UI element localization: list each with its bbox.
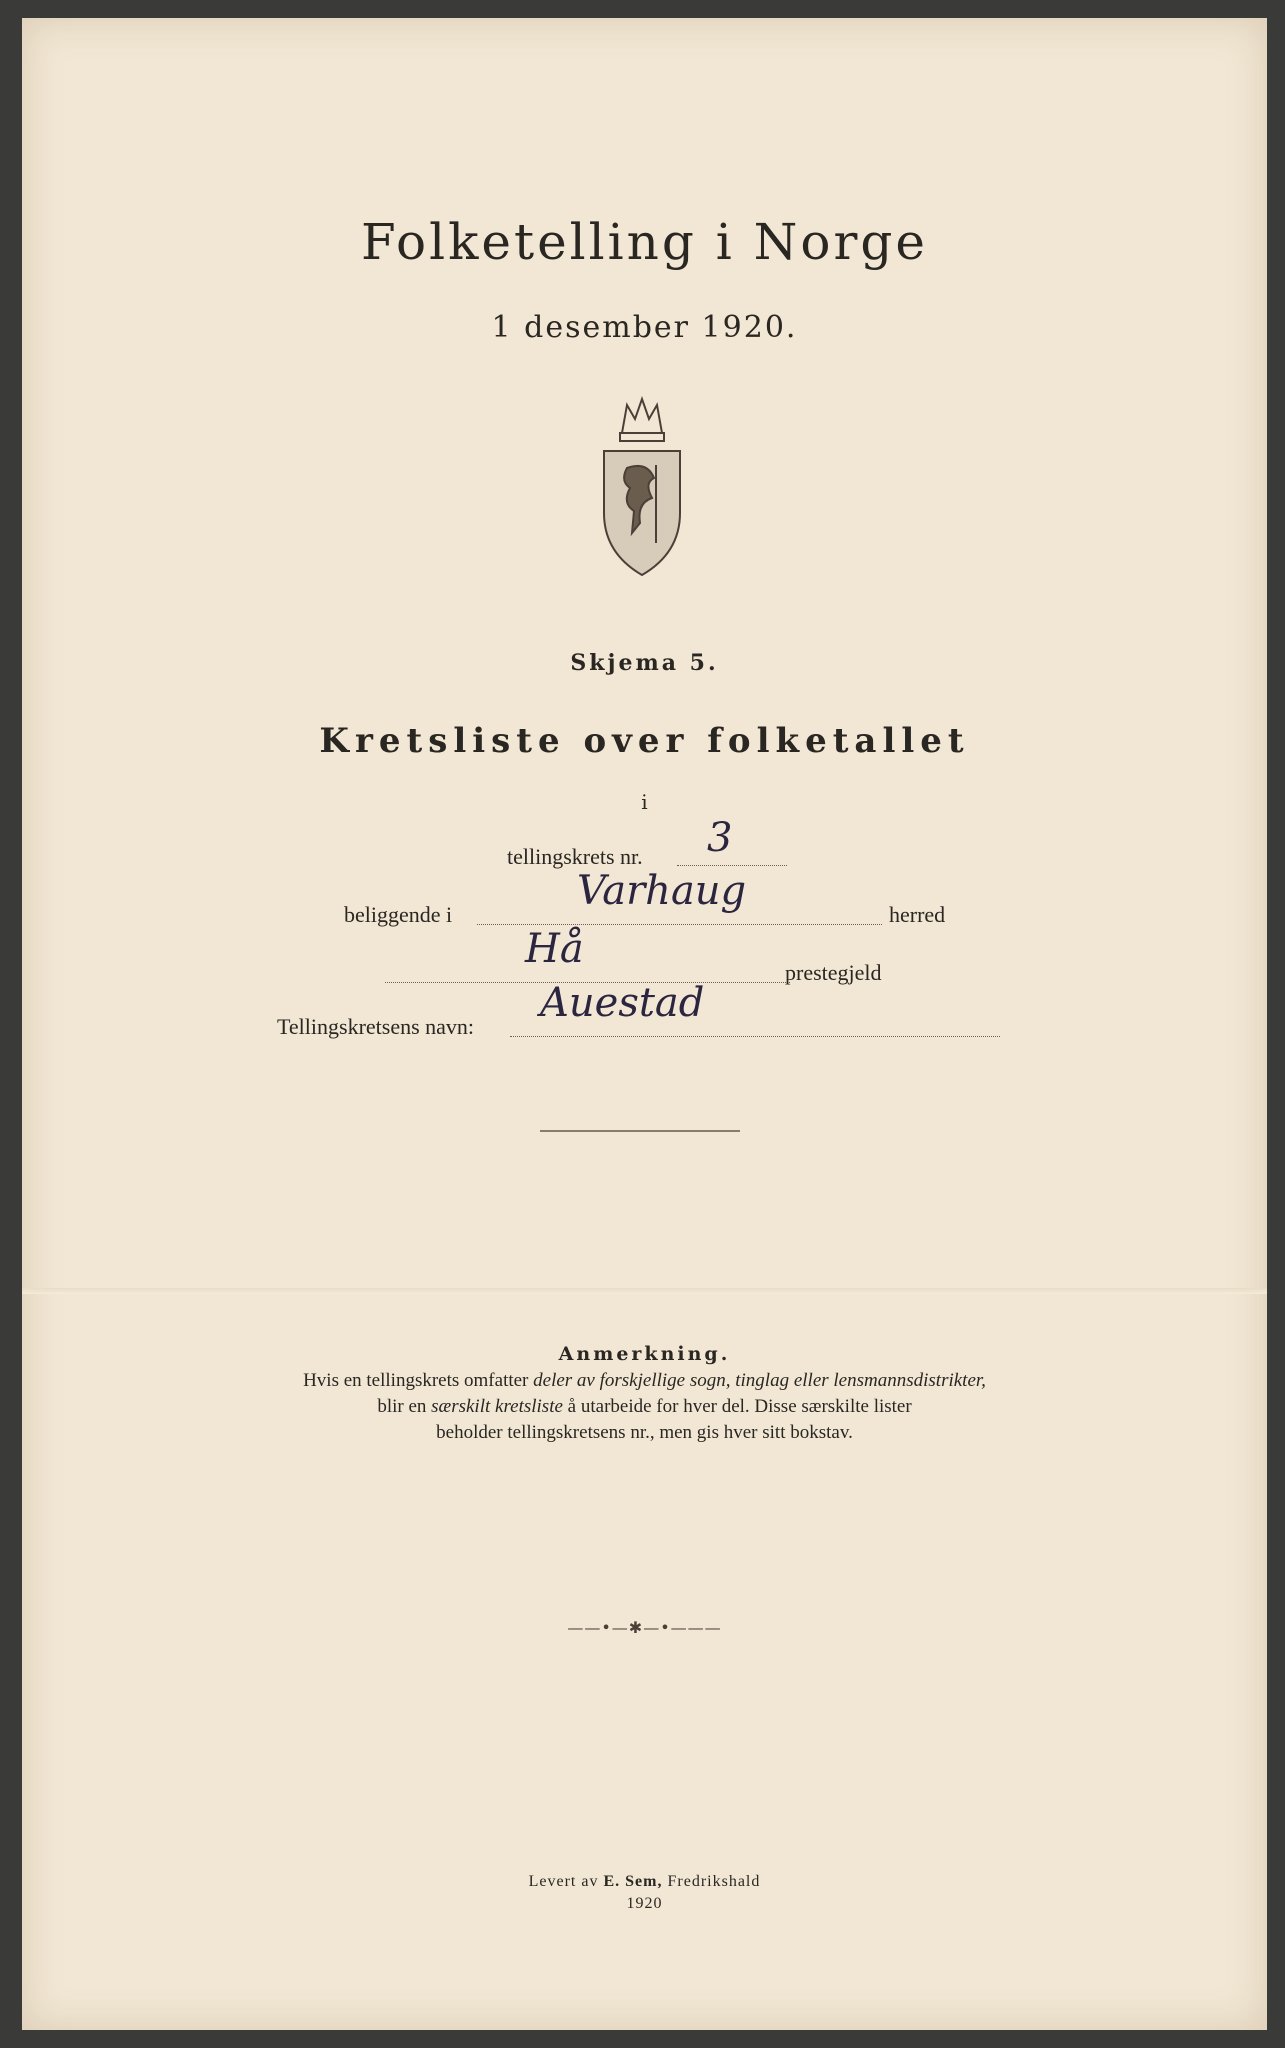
note-title: Anmerkning.: [558, 1343, 731, 1365]
printer-imprint: [22, 1871, 1267, 1915]
census-form-page: [22, 18, 1267, 2030]
ornament-divider: ——•—✱—•———: [567, 1618, 722, 1637]
schema-number: Skjema 5.: [570, 650, 719, 676]
printer-city: Fredrikshald: [662, 1873, 761, 1890]
census-date: 1 desember 1920.: [491, 310, 798, 345]
herred-label: herred: [889, 902, 946, 927]
prestegjeld-label: prestegjeld: [785, 960, 882, 985]
krets-number-value: 3: [707, 815, 733, 861]
page-title: Folketelling i Norge: [361, 213, 928, 271]
printer-year: 1920: [626, 1895, 663, 1912]
printer-prefix: Levert av: [528, 1873, 604, 1890]
note-line-3: beholder tellingskretsens nr., men gis hver sitt bokstav.: [436, 1422, 853, 1443]
note-text: Hvis en tellingskrets omfatter: [303, 1370, 534, 1391]
krets-name-value: Auestad: [540, 980, 705, 1026]
connector-text: i: [641, 790, 648, 814]
printer-line: [22, 1871, 1267, 1893]
prestegjeld-field[interactable]: [385, 926, 790, 983]
norwegian-coat-of-arms-icon: [592, 393, 692, 583]
beliggende-value: Varhaug: [577, 868, 747, 914]
krets-number-label: tellingskrets nr.: [507, 844, 643, 869]
divider-rule: [540, 1130, 740, 1132]
krets-name-label: Tellingskretsens navn:: [277, 1014, 475, 1039]
note-line-2: [22, 1394, 1267, 1420]
note-text: blir en: [377, 1396, 432, 1417]
beliggende-label: beliggende i: [344, 902, 453, 927]
prestegjeld-value: Hå: [525, 926, 584, 972]
krets-name-field[interactable]: [510, 980, 1000, 1037]
beliggende-field[interactable]: [477, 868, 882, 925]
printer-name: E. Sem,: [603, 1873, 663, 1890]
note-text: å utarbeide for hver del. Disse særskilte lister: [562, 1396, 912, 1417]
note-line-1: [22, 1368, 1267, 1394]
note-italic-text: særskilt kretsliste: [431, 1396, 563, 1417]
note-italic-text: deler av forskjellige sogn, tinglag eller lensmannsdistrikter,: [533, 1370, 986, 1391]
form-heading: Kretsliste over folketallet: [319, 721, 970, 761]
krets-number-field[interactable]: [677, 815, 787, 866]
